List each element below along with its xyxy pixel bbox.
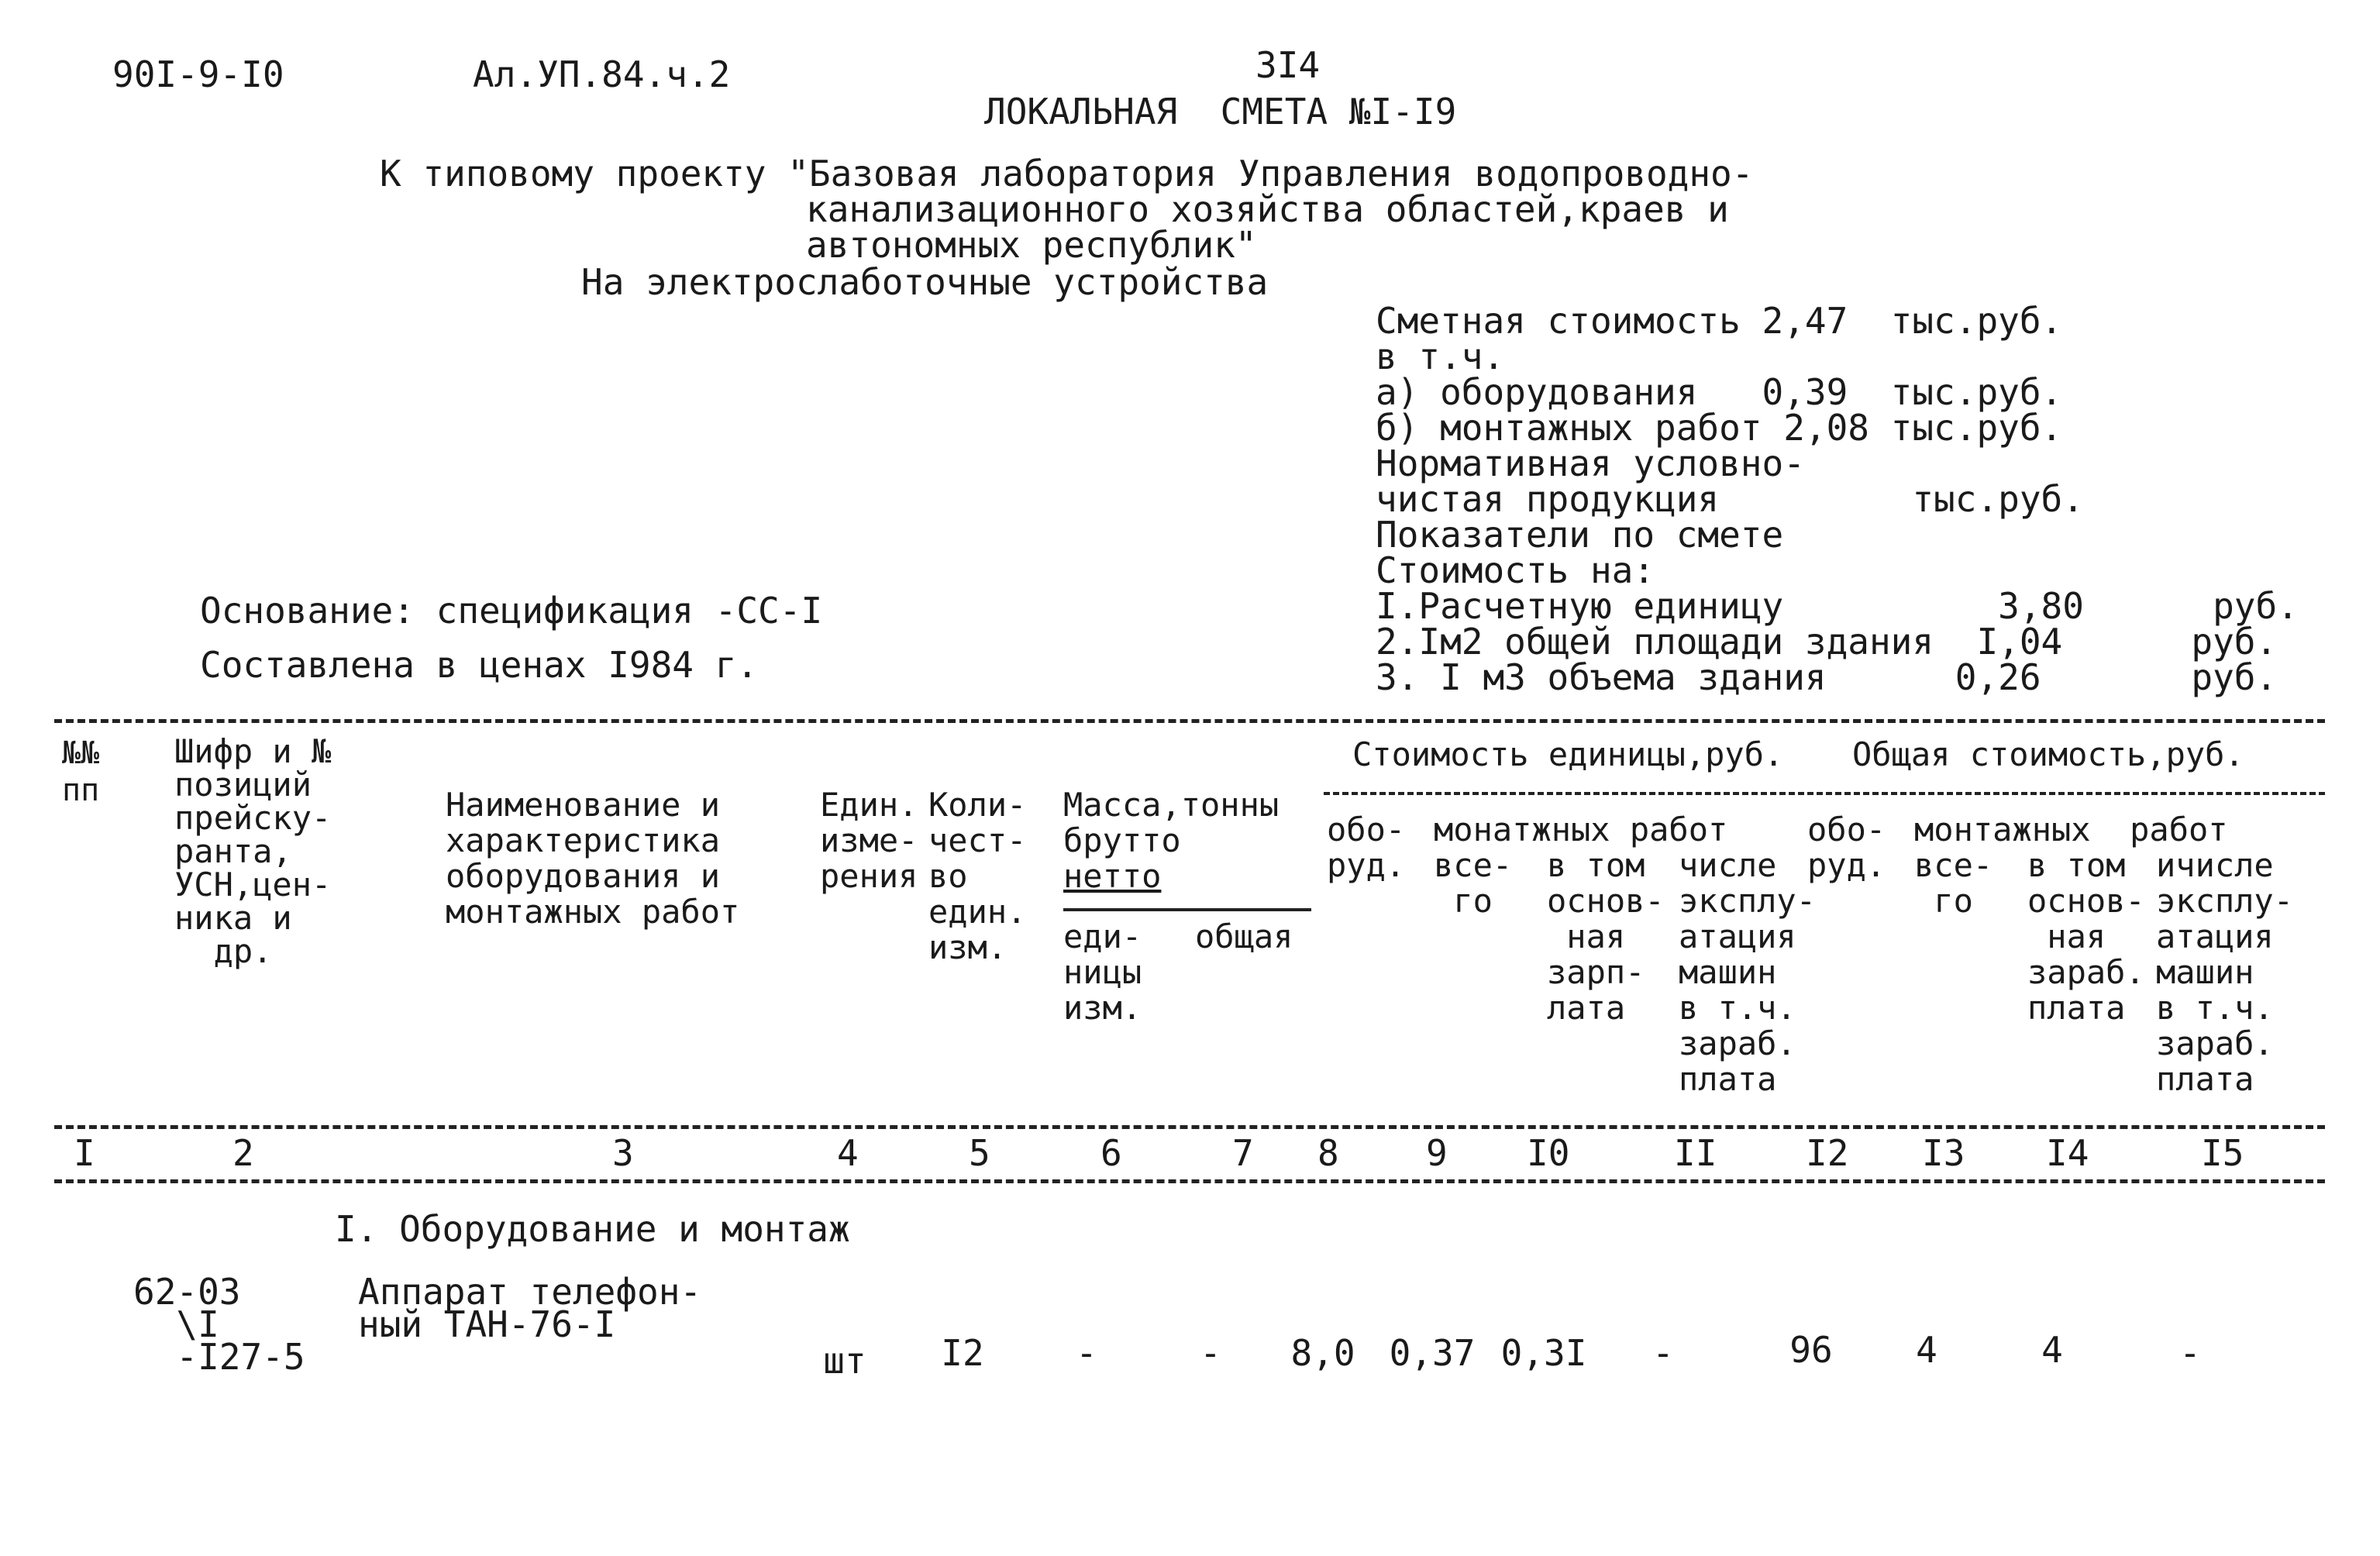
column-number-3: 3 <box>612 1132 634 1174</box>
column-number-1: I <box>74 1132 95 1174</box>
column-number-2: 2 <box>232 1132 254 1174</box>
column-number-4: 4 <box>837 1132 859 1174</box>
basis-line: Основание: спецификация -СС-I <box>200 590 823 632</box>
album-reference: Ал.УП.84.ч.2 <box>473 53 731 95</box>
row-col-8: 8,0 <box>1290 1332 1355 1374</box>
row-code: 62-03 \I -I27-5 <box>133 1271 305 1378</box>
col-header-14: в том основ- ная зараб. плата <box>2027 846 2145 1027</box>
row-col-9: 0,37 <box>1389 1332 1476 1374</box>
col-header-8: обо- руд. <box>1327 811 1406 884</box>
indicator-1: I.Расчетную единицу 3,80 руб. <box>1376 585 2299 627</box>
table-top-rule <box>54 719 2325 723</box>
column-number-7: 7 <box>1232 1132 1254 1174</box>
row-col-15: - <box>2179 1332 2201 1374</box>
column-numbers-top-rule <box>54 1125 2325 1129</box>
column-number-10: I0 <box>1527 1132 1570 1174</box>
column-number-8: 8 <box>1317 1132 1339 1174</box>
mass-divider <box>1063 908 1311 911</box>
row-col-13: 4 <box>1916 1329 1937 1371</box>
row-unit: шт <box>823 1340 866 1382</box>
normative-product-1: Нормативная условно- <box>1376 442 1805 484</box>
col-header-num: №№ пп <box>62 735 100 808</box>
project-line-1: К типовому проекту "Базовая лаборатория Управления водопроводно- <box>380 153 1754 194</box>
col-header-code: Шифр и № позиций прейску- ранта, УСН,цен- ника и др. <box>174 732 332 970</box>
total-cost: Сметная стоимость 2,47 тыс.руб. <box>1376 300 2063 342</box>
cost-installation: б) монтажных работ 2,08 тыс.руб. <box>1376 407 2063 449</box>
column-number-11: II <box>1674 1132 1717 1174</box>
cost-header-rule <box>1324 792 2325 795</box>
col-header-qty: Коли- чест- во един. изм. <box>928 786 1027 966</box>
col-header-11: числе эксплу- атация машин в т.ч. зараб. плата <box>1679 846 1817 1098</box>
row-qty: I2 <box>941 1332 984 1374</box>
cost-equipment: а) оборудования 0,39 тыс.руб. <box>1376 371 2063 413</box>
indicator-3: 3. I м3 объема здания 0,26 руб. <box>1376 656 2278 698</box>
page-number: 3I4 <box>1255 44 1321 86</box>
row-col-10: 0,3I <box>1500 1332 1587 1374</box>
col-header-unit-cost: Стоимость единицы,руб. <box>1352 735 1784 773</box>
col-header-name: Наименование и характеристика оборудования и монтажных работ <box>446 786 740 931</box>
column-number-5: 5 <box>969 1132 990 1174</box>
col-header-15: ичисле эксплу- атация машин в т.ч. зараб. плата <box>2156 846 2294 1098</box>
column-number-15: I5 <box>2201 1132 2244 1174</box>
col-header-inst-works: монатжных работ <box>1434 811 1728 849</box>
column-number-13: I3 <box>1922 1132 1965 1174</box>
row-mass-unit: - <box>1076 1332 1097 1374</box>
col-header-13: все- го <box>1914 846 1993 920</box>
row-mass-total: - <box>1200 1332 1221 1374</box>
row-col-11: - <box>1652 1332 1674 1374</box>
normative-product-2: чистая продукция тыс.руб. <box>1376 478 2084 520</box>
column-number-14: I4 <box>2046 1132 2089 1174</box>
section-title: I. Оборудование и монтаж <box>335 1208 850 1250</box>
col-header-mass-unit: еди- ницы изм. <box>1063 917 1142 1027</box>
col-header-inst-works-2: монтажных работ <box>1914 811 2228 849</box>
col-header-netto: нетто <box>1063 857 1162 895</box>
column-number-9: 9 <box>1426 1132 1448 1174</box>
col-header-unit: Един. изме- рения <box>820 786 918 895</box>
col-header-mass-total: общая <box>1195 917 1293 955</box>
document-title: ЛОКАЛЬНАЯ СМЕТА №I-I9 <box>984 91 1457 133</box>
row-name: Аппарат телефон- ный ТАН-76-I <box>358 1271 702 1345</box>
cost-on-title: Стоимость на: <box>1376 549 1655 591</box>
estimate-subject: На электрослаботочные устройства <box>581 261 1269 303</box>
col-header-total-cost: Общая стоимость,руб. <box>1852 735 2244 773</box>
col-header-mass: Масса,тонны брутто <box>1063 786 1280 859</box>
row-col-14: 4 <box>2041 1329 2063 1371</box>
col-header-12: обо- руд. <box>1807 811 1886 884</box>
project-line-2: канализационного хозяйства областей,краев и <box>806 188 1729 230</box>
indicator-2: 2.Iм2 общей площади здания I,04 руб. <box>1376 621 2278 663</box>
indicators-title: Показатели по смете <box>1376 514 1784 556</box>
row-col-12: 96 <box>1789 1329 1833 1371</box>
project-line-3: автономных республик" <box>806 224 1257 266</box>
cost-including: в т.ч. <box>1376 336 1505 377</box>
column-number-6: 6 <box>1100 1132 1122 1174</box>
col-header-9: все- го <box>1434 846 1513 920</box>
document-code: 90I-9-I0 <box>112 53 284 95</box>
col-header-10: в том основ- ная зарп- лата <box>1547 846 1665 1027</box>
prices-line: Составлена в ценах I984 г. <box>200 644 759 686</box>
column-number-12: I2 <box>1806 1132 1849 1174</box>
column-numbers-bottom-rule <box>54 1179 2325 1183</box>
